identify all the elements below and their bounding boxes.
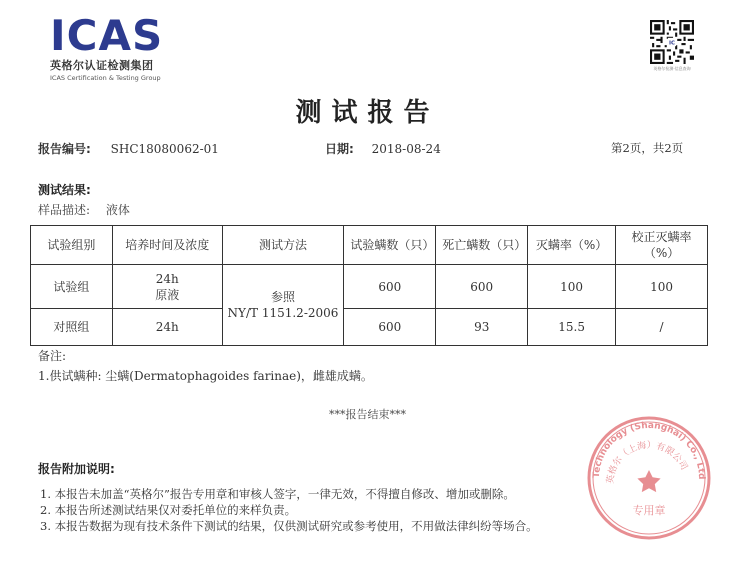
notes-label: 备注: xyxy=(38,349,67,363)
stamp-arc-text-cn: 英格尔（上海）有限公司 xyxy=(605,440,689,485)
page-title: 测试报告 xyxy=(295,98,440,128)
cell-group: 试验组 xyxy=(31,265,113,309)
additional-note-item: 1. 本报告未加盖“英格尔”报告专用章和审核人签字，一律无效，不得擅自修改、增加或删除。 xyxy=(40,487,515,501)
cell-rate: 15.5 xyxy=(528,309,616,346)
header-dead-text: 死亡螨数（只） xyxy=(442,238,527,252)
sample-value: 液体 xyxy=(105,203,130,217)
table-header-row xyxy=(31,226,708,265)
cell-method-line1: 参照 xyxy=(270,290,295,304)
cell-mites: 600 xyxy=(344,265,436,309)
cell-method-line2: NY/T 1151.2-2006 xyxy=(227,306,339,320)
cell-corrected-rate: / xyxy=(616,309,708,346)
logo-wordmark: ICAS xyxy=(50,11,164,60)
logo-chinese-name: 英格尔认证检测集团 xyxy=(50,59,154,72)
cell-time: 24h xyxy=(112,309,222,346)
cell-rate: 100 xyxy=(528,265,616,309)
qr-code-icon xyxy=(650,20,694,64)
logo-english-name: ICAS Certification & Testing Group xyxy=(50,74,161,82)
result-label: 测试结果: xyxy=(38,183,91,197)
report-number xyxy=(38,140,219,157)
result-table xyxy=(30,225,708,346)
svg-text:IC: IC xyxy=(668,40,676,47)
cell-corrected-rate: 100 xyxy=(616,265,708,309)
report-date-label: 日期: xyxy=(325,142,354,156)
report-date-value: 2018-08-24 xyxy=(371,142,441,156)
report-end-mark: ***报告结束*** xyxy=(329,408,406,421)
stamp-center-text: 专用章 xyxy=(632,504,666,517)
header-time-concentration xyxy=(112,226,222,265)
header-mites xyxy=(344,226,436,265)
cell-time-concentration xyxy=(112,265,222,309)
header-time-text: 培养时间及浓度 xyxy=(125,238,210,252)
sample-label: 样品描述: xyxy=(38,203,91,217)
table-row xyxy=(31,265,708,309)
header-dead xyxy=(436,226,528,265)
company-logo xyxy=(50,11,164,82)
header-corrected-rate xyxy=(616,226,708,265)
header-method xyxy=(222,226,344,265)
table-row xyxy=(31,309,708,346)
additional-notes-title: 报告附加说明: xyxy=(38,462,115,476)
page-indicator: 第2页，共2页 xyxy=(611,141,684,155)
company-seal-stamp xyxy=(585,414,713,542)
cell-dead: 600 xyxy=(436,265,528,309)
cell-method xyxy=(222,265,344,346)
cell-concentration: 原液 xyxy=(155,287,180,302)
report-number-value: SHC18080062-01 xyxy=(110,142,219,156)
header-rate-text: 灭螨率（%） xyxy=(535,238,608,252)
additional-note-item: 2. 本报告所述测试结果仅对委托单位的来样负责。 xyxy=(40,503,297,517)
cell-time: 24h xyxy=(155,271,179,286)
cell-group: 对照组 xyxy=(31,309,113,346)
cell-dead: 93 xyxy=(436,309,528,346)
header-group-text: 试验组别 xyxy=(47,238,96,252)
report-number-label: 报告编号: xyxy=(38,142,91,156)
notes-item: 1.供试螨种: 尘螨(Dermatophagoides farinae)，雌雄成螨。 xyxy=(38,369,373,383)
header-rate xyxy=(528,226,616,265)
stamp-arc-text: Technology (Shanghai) Co., Ltd xyxy=(591,420,707,480)
header-method-text: 测试方法 xyxy=(258,238,307,252)
header-corrected-text: 校正灭螨率（%） xyxy=(631,230,692,260)
cell-mites: 600 xyxy=(344,309,436,346)
stamp-star-icon xyxy=(637,470,660,492)
report-date xyxy=(325,140,441,157)
sample-description xyxy=(38,201,130,218)
header-mites-text: 试验螨数（只） xyxy=(350,238,435,252)
header-group xyxy=(31,226,113,265)
additional-note-item: 3. 本报告数据为现有技术条件下测试的结果，仅供测试研究或参考使用，不用做法律纠纷等场合。 xyxy=(40,519,538,533)
qr-caption: 英格尔检测·信息查询 xyxy=(653,66,691,71)
